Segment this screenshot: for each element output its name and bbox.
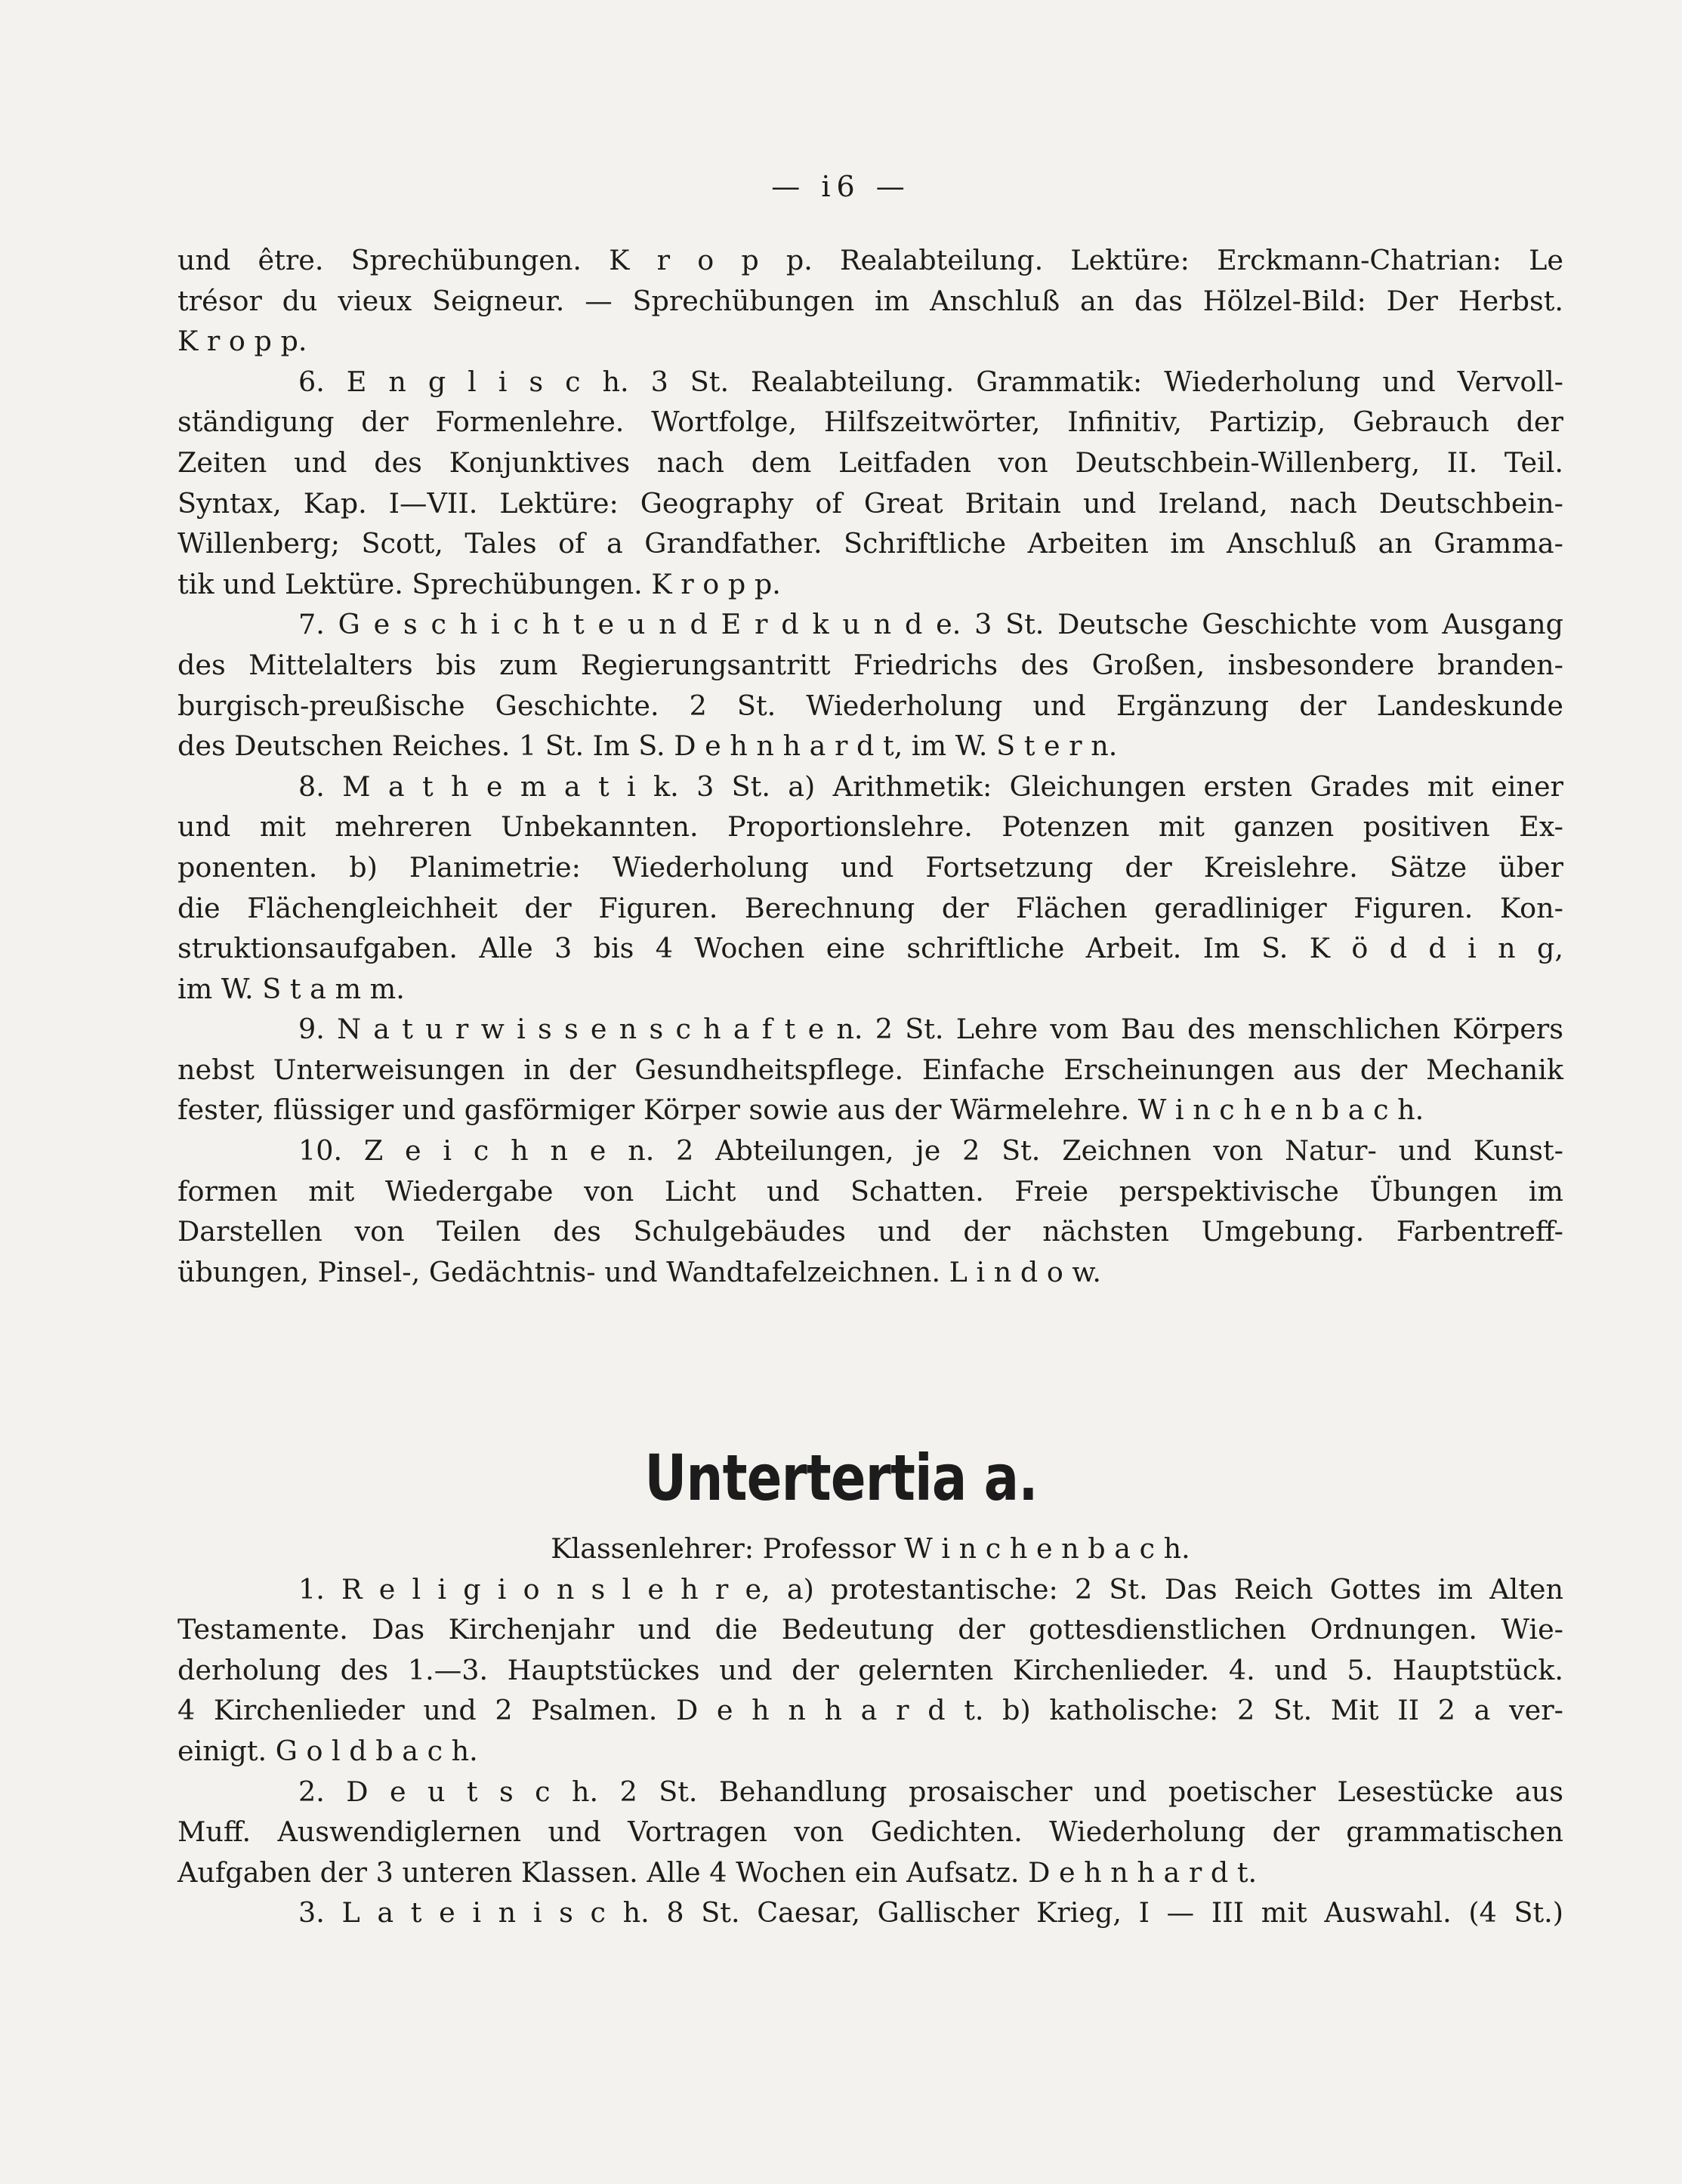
section-latin: 3. L a t e i n i s c h. 8 St. Caesar, Gallischer Krieg, I — III mit Auswahl. (4 St.) (298, 1896, 1563, 1930)
text-line: Willenberg; Scott, Tales of a Grandfather. Schriftliche Arbeiten im Anschluß an Gramma- (177, 527, 1563, 560)
page-number: — i6 — (771, 170, 911, 203)
text-line: struktionsaufgaben. Alle 3 bis 4 Wochen eine schriftliche Arbeit. Im S. K ö d d i n g, (177, 932, 1563, 965)
section-natural-sciences: 9. N a t u r w i s s e n s c h a f t e n. 2 St. Lehre vom Bau des menschlichen Körpers (298, 1013, 1563, 1046)
section-english: 6. E n g l i s c h. 3 St. Realabteilung. Grammatik: Wiederholung und Vervoll- (298, 365, 1563, 398)
text-line: Aufgaben der 3 unteren Klassen. Alle 4 Wochen ein Aufsatz. D e h n h a r d t. (177, 1855, 1258, 1889)
text-line: ständigung der Formenlehre. Wortfolge, Hilfszeitwörter, Infinitiv, Partizip, Gebrauch der (177, 406, 1563, 439)
section-religion: 1. R e l i g i o n s l e h r e, a) protestantische: 2 St. Das Reich Gottes im Alten (298, 1572, 1563, 1606)
text-line: des Deutschen Reiches. 1 St. Im S. D e h n h a r d t, im W. S t e r n. (177, 730, 1118, 763)
section-drawing: 10. Z e i c h n e n. 2 Abteilungen, je 2 St. Zeichnen von Natur- und Kunst- (298, 1134, 1563, 1168)
section-german: 2. D e u t s c h. 2 St. Behandlung prosaischer und poetischer Lesestücke aus (298, 1775, 1563, 1808)
text-line: und être. Sprechübungen. K r o p p. Realabteilung. Lektüre: Erckmann-Chatrian: Le (177, 244, 1563, 276)
text-line: 4 Kirchenlieder und 2 Psalmen. D e h n h a r d t. b) katholische: 2 St. Mit II 2 a ver- (177, 1694, 1563, 1727)
section-heading: Untertertia a. (644, 1441, 1038, 1515)
text-line: ponenten. b) Planimetrie: Wiederholung und Fortsetzung der Kreislehre. Sätze über (177, 850, 1563, 884)
text-line: übungen, Pinsel-, Gedächtnis- und Wandtafelzeichnen. L i n d o w. (177, 1255, 1101, 1288)
text-line: burgisch-preußische Geschichte. 2 St. Wiederholung und Ergänzung der Landeskunde (177, 689, 1563, 722)
text-line: Syntax, Kap. I—VII. Lektüre: Geography of Great Britain und Ireland, nach Deutschbein- (177, 486, 1563, 520)
text-line: Zeiten und des Konjunktives nach dem Leitfaden von Deutschbein-Willenberg, II. Teil. (177, 446, 1563, 479)
text-line: im W. S t a m m. (177, 972, 405, 1005)
text-line: die Flächengleichheit der Figuren. Berechnung der Flächen geradliniger Figuren. Kon- (177, 891, 1563, 924)
text-line: und mit mehreren Unbekannten. Proportionslehre. Potenzen mit ganzen positiven Ex- (177, 810, 1563, 844)
class-teacher: Klassenlehrer: Professor W i n c h e n b a c h. (551, 1532, 1190, 1565)
text-line: trésor du vieux Seigneur. — Sprechübungen im Anschluß an das Hölzel-Bild: Der Herbst. (177, 284, 1563, 317)
section-history: 7. G e s c h i c h t e u n d E r d k u n d e. 3 St. Deutsche Geschichte vom Ausgang (298, 608, 1563, 641)
text-line: fester, flüssiger und gasförmiger Körper sowie aus der Wärmelehre. W i n c h e n b a c h. (177, 1094, 1424, 1127)
text-line: formen mit Wiedergabe von Licht und Schatten. Freie perspektivische Übungen im (177, 1174, 1563, 1208)
text-line: des Mittelalters bis zum Regierungsantritt Friedrichs des Großen, insbesondere branden- (177, 648, 1563, 681)
text-line: K r o p p. (177, 325, 307, 358)
text-block-upper (177, 240, 1563, 1292)
text-line: Testamente. Das Kirchenjahr und die Bedeutung der gottesdienstlichen Ordnungen. Wie- (177, 1613, 1563, 1646)
section-mathematics: 8. M a t h e m a t i k. 3 St. a) Arithmetik: Gleichungen ersten Grades mit einer (298, 770, 1563, 803)
text-line: Muff. Auswendiglernen und Vortragen von Gedichten. Wiederholung der grammatischen (177, 1815, 1563, 1849)
text-line: derholung des 1.—3. Hauptstückes und der gelernten Kirchenlieder. 4. und 5. Hauptstück. (177, 1653, 1563, 1686)
text-line: tik und Lektüre. Sprechübungen. K r o p p. (177, 567, 781, 600)
text-block-lower (177, 1528, 1563, 1933)
text-line: einigt. G o l d b a c h. (177, 1734, 478, 1767)
text-line: Darstellen von Teilen des Schulgebäudes und der nächsten Umgebung. Farbentreff- (177, 1215, 1563, 1248)
text-line: nebst Unterweisungen in der Gesundheitspflege. Einfache Erscheinungen aus der Mechanik (177, 1053, 1563, 1086)
